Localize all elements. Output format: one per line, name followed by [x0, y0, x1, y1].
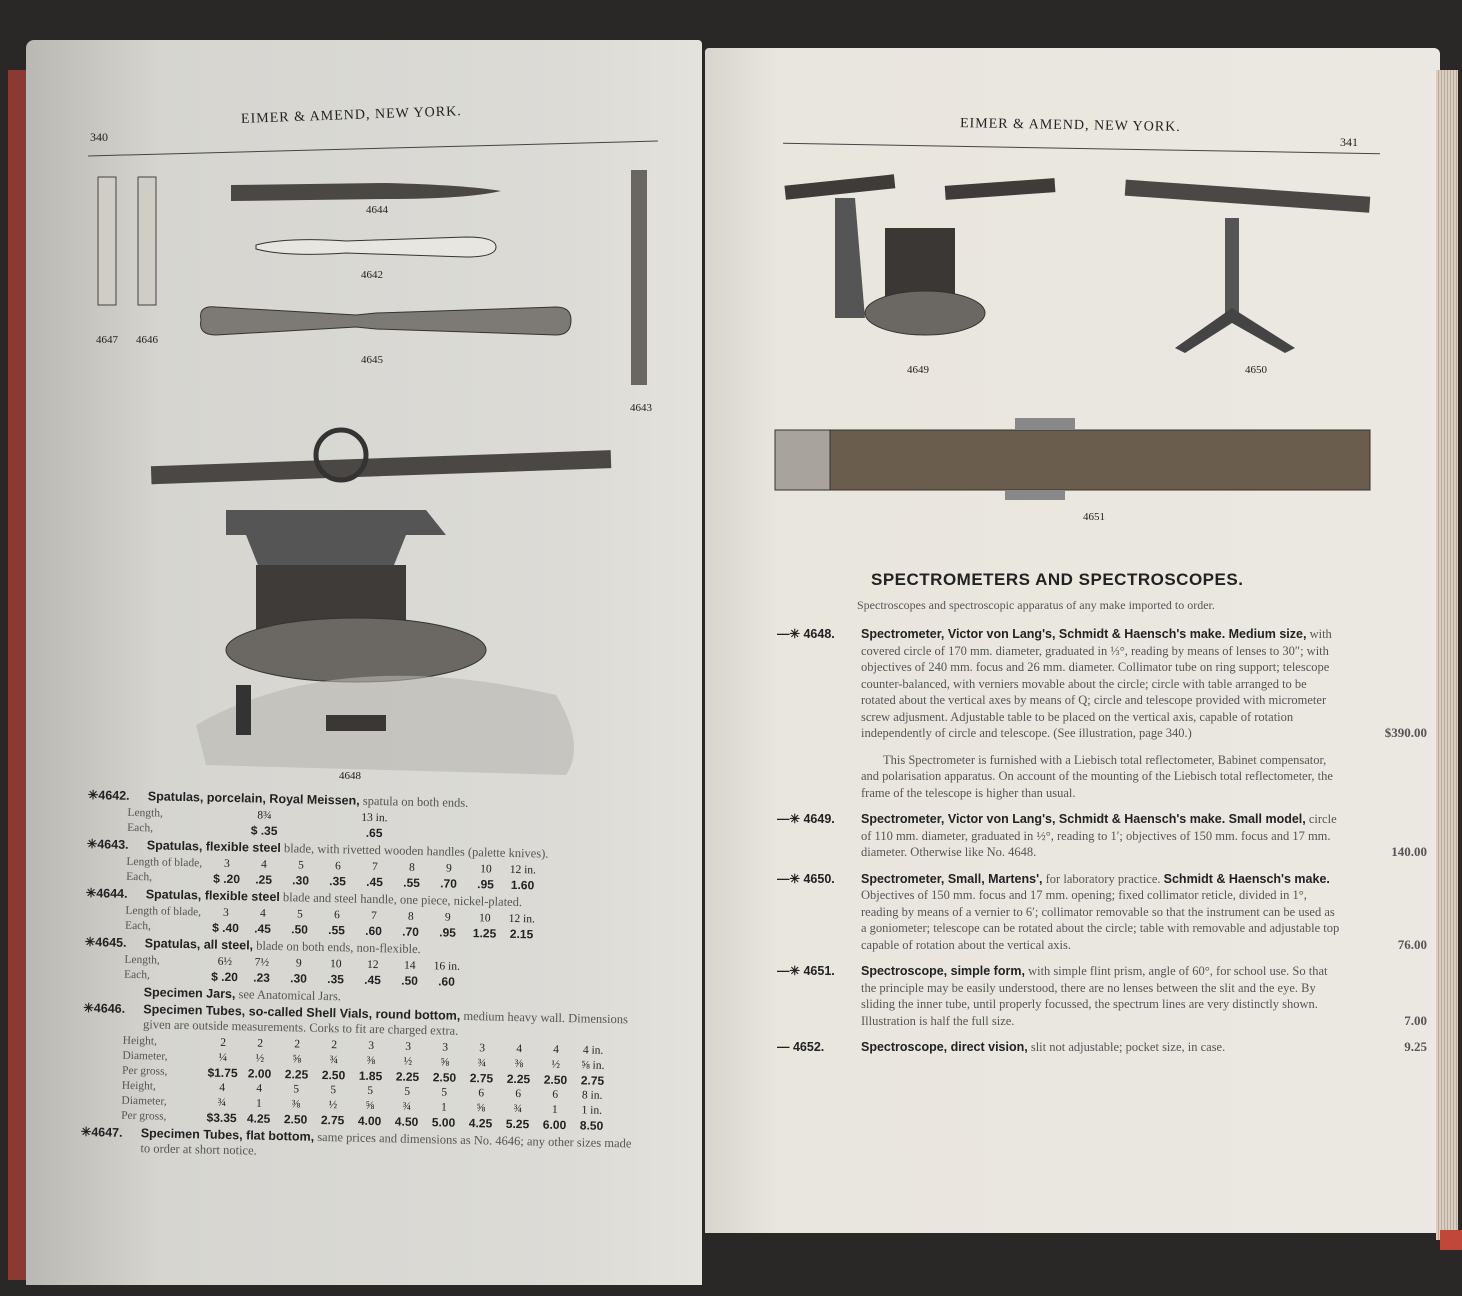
- item-number: [81, 1125, 123, 1141]
- item-number: [85, 935, 127, 951]
- item-price: 140.00: [1391, 844, 1427, 859]
- table-cell: .60: [438, 974, 456, 989]
- row-label: Length of blade,: [125, 904, 202, 919]
- asterisk-mark: ✳: [80, 1124, 92, 1140]
- item-title: Spectrometer, Victor von Lang's, Schmidt & Haensch's make. Small model,: [861, 812, 1306, 826]
- table-cell: 2.50: [543, 1072, 568, 1088]
- table-cell: ⅝ in.: [581, 1059, 605, 1072]
- item-number-text: 4642.: [98, 788, 130, 803]
- table-cell: 10: [480, 863, 492, 876]
- item-title: Specimen Jars,: [143, 985, 236, 1002]
- item-number-text: 4646.: [93, 1001, 126, 1016]
- table-cell: .70: [402, 924, 420, 939]
- table-cell: 6.00: [542, 1117, 567, 1133]
- row-label: Per gross,: [121, 1109, 167, 1123]
- catalog-entry: [777, 811, 1437, 861]
- item-description: slit not adjustable; pocket size, in case.: [1030, 1040, 1226, 1054]
- item-number-text: 4648.: [803, 627, 835, 641]
- figure-label: 4642: [361, 269, 383, 281]
- item-description: medium heavy wall. Dimensions given are outside measurements. Corks to fit are charged extra.: [142, 1008, 629, 1038]
- table-cell: 6: [515, 1088, 522, 1101]
- table-cell: 5: [404, 1085, 411, 1098]
- table-cell: .60: [365, 923, 383, 939]
- table-cell: .50: [401, 973, 419, 988]
- table-cell: 2.75: [469, 1071, 494, 1086]
- table-cell: ½: [403, 1055, 413, 1068]
- section-intro: Spectroscopes and spectroscopic apparatus of any make imported to order.: [857, 598, 1215, 612]
- item-title: Spectrometer, Small, Martens',: [861, 871, 1043, 886]
- item-number: [86, 886, 128, 902]
- item-body: [861, 963, 1342, 1029]
- asterisk-mark: ✳: [86, 836, 98, 852]
- table-cell: .65: [365, 825, 383, 841]
- left-page-text: [80, 788, 648, 1169]
- running-header: EIMER & AMEND, NEW YORK.: [959, 116, 1181, 135]
- item-title: Spectroscope, simple form,: [861, 964, 1025, 978]
- table-cell: 4: [260, 858, 267, 871]
- left-page: [26, 40, 702, 1285]
- item-main: [861, 626, 1427, 742]
- asterisk-mark: ✳: [83, 1000, 95, 1016]
- table-cell: ½: [328, 1099, 338, 1112]
- figure-label: 4643: [630, 402, 652, 414]
- item-title: Spatulas, all steel,: [144, 936, 254, 953]
- item-body: [861, 871, 1342, 954]
- item-number-text: 4652.: [792, 1040, 825, 1054]
- table-cell: ¾: [477, 1057, 487, 1070]
- item-number-text: 4647.: [91, 1125, 123, 1140]
- item-description: spatula on both ends.: [362, 793, 469, 810]
- table-cell: .23: [253, 970, 271, 985]
- table-cell: 4: [553, 1043, 560, 1056]
- table-cell: ¾: [329, 1054, 339, 1067]
- table-cell: ⅝: [440, 1056, 450, 1069]
- item-description: with covered circle of 170 mm. diameter, graduated in ⅓°, reading by means of lenses to 30″; with objectives of 240 mm. focus and 26 mm. diameter. Collimator tube on ring support; telescope counter-balanced, with verniers movable about the circle; circle with table arranged to be rotated about the vertical axes by means of Q; circle and telescope provided with micrometer screw adjusment. Adjustable table to be placed on the vertical axis, capable of rotation independently of circle and telescope. (See illustration, page 340.): [861, 627, 1332, 740]
- table-cell: 9: [445, 862, 452, 875]
- row-label: Each,: [126, 870, 153, 884]
- table-cell: 13 in.: [361, 811, 388, 825]
- table-cell: 4.00: [357, 1113, 382, 1129]
- table-cell: 6: [478, 1087, 485, 1100]
- item-price: $390.00: [1384, 725, 1427, 740]
- table-cell: 2: [294, 1038, 301, 1051]
- row-label: Length of blade,: [126, 855, 203, 870]
- item-description: circle of 110 mm. diameter, graduated in ½°, reading to 1′; objectives of 150 mm. focus and 17 mm. diameter. Otherwise like No. 4648.: [861, 812, 1337, 859]
- table-cell: .30: [290, 971, 308, 986]
- figure-label: 4646: [136, 334, 158, 346]
- figure-label: 4645: [361, 354, 383, 366]
- catalog-entry: [777, 1039, 1437, 1056]
- figure-label: 4649: [907, 364, 929, 376]
- vial-4646: [138, 177, 156, 305]
- table-cell: 4: [219, 1081, 226, 1094]
- table-cell: 12 in.: [509, 863, 537, 877]
- palette-knife-4643: [631, 170, 647, 385]
- row-label: Each,: [124, 919, 152, 933]
- item-title: Spatulas, flexible steel: [145, 887, 280, 905]
- table-cell: ½: [255, 1052, 265, 1065]
- table-cell: 9: [295, 957, 302, 970]
- table-cell: $ .40: [212, 920, 240, 936]
- table-cell: 3: [223, 857, 230, 870]
- table-cell: 3: [368, 1039, 375, 1053]
- page-number: 341: [1340, 135, 1358, 149]
- dash-asterisk-mark: —: [777, 1040, 790, 1054]
- table-cell: ⅜: [366, 1054, 376, 1068]
- item-number-text: 4650.: [803, 871, 835, 886]
- spatula-4645: [201, 307, 571, 335]
- table-cell: 2.75: [580, 1073, 605, 1088]
- table-cell: 8 in.: [581, 1089, 603, 1102]
- table-cell: .95: [477, 877, 495, 892]
- table-cell: 10: [329, 958, 342, 971]
- table-cell: ¼: [218, 1051, 228, 1064]
- item-price: 7.00: [1404, 1012, 1427, 1028]
- table-cell: 4.25: [246, 1111, 271, 1126]
- table-cell: 5.00: [431, 1115, 456, 1130]
- item-description: blade and steel handle, one piece, nickel-plated.: [282, 890, 523, 910]
- table-cell: 1 in.: [581, 1104, 603, 1117]
- row-label: Each,: [123, 968, 151, 982]
- asterisk-mark: ✳: [87, 788, 99, 803]
- item-number: [777, 811, 835, 828]
- table-cell: .45: [364, 972, 382, 988]
- dash-asterisk-mark: —✳: [777, 627, 800, 641]
- table-cell: 3: [479, 1042, 486, 1055]
- table-cell: 5: [330, 1084, 337, 1097]
- table-cell: 2.50: [432, 1070, 457, 1085]
- spectrometer-4650-illustration: [1125, 180, 1371, 353]
- item-body: [861, 626, 1342, 742]
- catalog-entry: [777, 963, 1437, 1029]
- table-cell: 2.00: [247, 1066, 272, 1081]
- item-number-text: 4645.: [95, 935, 127, 950]
- table-cell: 2: [220, 1036, 227, 1049]
- table-cell: 2: [331, 1039, 338, 1052]
- item-price: 9.25: [1404, 1039, 1427, 1054]
- spectrometer-4648-illustration: [151, 430, 611, 775]
- table-cell: 4: [256, 1082, 263, 1095]
- table-cell: 7½: [254, 956, 270, 969]
- table-cell: 3: [442, 1041, 449, 1054]
- table-cell: $ .20: [211, 969, 239, 985]
- spectrometer-4649-illustration: [784, 174, 1055, 335]
- right-page: [705, 48, 1440, 1233]
- table-cell: 1.25: [472, 926, 497, 941]
- item-description: see Anatomical Jars.: [238, 987, 342, 1004]
- running-header: EIMER & AMEND, NEW YORK.: [240, 104, 462, 127]
- table-cell: .35: [327, 972, 345, 987]
- dash-asterisk-mark: —✳: [777, 964, 800, 978]
- table-cell: 3: [222, 906, 229, 919]
- table-cell: 5: [367, 1084, 374, 1098]
- table-cell: .30: [292, 873, 310, 888]
- item-title: Spatulas, porcelain, Royal Meissen,: [147, 789, 360, 808]
- table-cell: .70: [440, 876, 458, 891]
- table-cell: ⅜: [291, 1098, 301, 1111]
- row-label: Height,: [121, 1079, 157, 1093]
- table-cell: 1: [551, 1103, 558, 1116]
- item-description: for laboratory practice.: [1045, 871, 1161, 886]
- table-cell: 12 in.: [508, 912, 536, 926]
- table-cell: 9: [444, 911, 451, 924]
- page-edges: [1436, 70, 1458, 1240]
- table-cell: 4.50: [394, 1114, 419, 1129]
- figure-label: 4647: [96, 334, 118, 346]
- figure-label: 4644: [366, 204, 388, 216]
- book-cover-left: [8, 70, 26, 1280]
- table-cell: .55: [403, 875, 421, 890]
- table-cell: .95: [439, 925, 457, 940]
- table-cell: 1: [440, 1101, 447, 1114]
- item-title-maker: Schmidt & Haensch's make.: [1163, 871, 1330, 886]
- item-title: Specimen Tubes, so-called Shell Vials, round bottom,: [143, 1002, 461, 1023]
- table-cell: 5: [293, 1083, 300, 1096]
- table-cell: .25: [255, 872, 273, 887]
- table-cell: .50: [291, 922, 309, 937]
- page-number: 340: [90, 130, 108, 144]
- item-number: [777, 1039, 824, 1056]
- item-number-text: 4643.: [97, 837, 129, 852]
- dash-asterisk-mark: —✳: [777, 812, 800, 826]
- item-title: Spectroscope, direct vision,: [861, 1040, 1028, 1054]
- table-cell: 3: [405, 1040, 412, 1053]
- table-cell: .55: [328, 923, 346, 938]
- table-cell: .45: [366, 874, 384, 890]
- table-cell: ⅝: [292, 1053, 302, 1066]
- item-number: [88, 788, 130, 804]
- table-cell: ⅝: [365, 1099, 375, 1113]
- spatula-4642: [256, 237, 496, 257]
- item-body: [861, 1039, 1342, 1056]
- book-cover-right: [1440, 1230, 1462, 1250]
- section-title: SPECTROMETERS AND SPECTROSCOPES.: [871, 570, 1244, 589]
- item-number: [87, 837, 129, 853]
- figure-label: 4650: [1245, 364, 1267, 376]
- catalog-entry: [81, 1001, 643, 1135]
- table-cell: 2.50: [283, 1112, 308, 1127]
- table-cell: ¾: [402, 1100, 412, 1113]
- item-price: 76.00: [1397, 936, 1427, 952]
- table-cell: 1: [255, 1097, 262, 1110]
- table-cell: $3.35: [206, 1110, 237, 1126]
- figure-label: 4651: [1083, 511, 1105, 523]
- table-cell: ⅜: [514, 1057, 524, 1071]
- table-cell: 1.85: [358, 1068, 383, 1084]
- table-cell: 1.60: [510, 877, 535, 893]
- table-cell: 6: [552, 1088, 559, 1101]
- table-cell: 2.15: [509, 926, 534, 942]
- spatula-and-spectrometer-illustrations: [86, 165, 666, 808]
- spectroscope-illustrations: [765, 168, 1385, 518]
- figure-label: 4648: [339, 770, 361, 782]
- catalog-entry: [777, 626, 1437, 801]
- table-cell: .35: [329, 874, 347, 889]
- table-cell: 2.25: [506, 1071, 531, 1087]
- right-page-text: [777, 626, 1437, 1066]
- item-body: [861, 811, 1342, 861]
- item-description: same prices and dimensions as No. 4646; any other sizes made to order at short notice.: [140, 1129, 632, 1158]
- table-cell: .45: [254, 921, 272, 936]
- row-label: Length,: [127, 806, 164, 820]
- header-rule: [783, 143, 1380, 154]
- row-label: Each,: [127, 821, 154, 835]
- table-cell: 16 in.: [433, 960, 461, 973]
- item-number: [777, 963, 835, 980]
- item-number-text: 4649.: [803, 812, 835, 826]
- table-cell: $ .20: [213, 871, 241, 887]
- table-cell: 10: [478, 912, 491, 925]
- item-number: [777, 871, 835, 888]
- item-number: [83, 1001, 125, 1017]
- table-cell: 8.50: [579, 1118, 604, 1133]
- table-cell: 6: [333, 909, 340, 922]
- table-cell: 5.25: [505, 1116, 530, 1132]
- table-cell: 2.25: [284, 1067, 309, 1082]
- vial-4647: [98, 177, 116, 305]
- item-number-text: 4644.: [96, 886, 128, 901]
- item-title: Spectrometer, Victor von Lang's, Schmidt & Haensch's make. Medium size,: [861, 627, 1307, 641]
- table-cell: 8: [407, 910, 414, 923]
- item-title: Spatulas, flexible steel: [146, 838, 282, 856]
- price-table: [121, 1034, 643, 1135]
- asterisk-mark: ✳: [85, 885, 97, 901]
- row-label: Per gross,: [121, 1064, 168, 1078]
- table-cell: 7: [371, 860, 378, 874]
- spectroscope-4651-illustration: [775, 418, 1370, 500]
- table-cell: $ .35: [250, 823, 278, 838]
- dash-asterisk-mark: —✳: [777, 871, 800, 886]
- table-cell: 5: [441, 1086, 448, 1099]
- spatula-4644: [231, 183, 501, 201]
- table-cell: 8¾: [257, 809, 272, 822]
- row-label: Length,: [124, 953, 160, 967]
- table-cell: 2.50: [321, 1067, 346, 1083]
- asterisk-mark: ✳: [84, 934, 96, 950]
- table-cell: 5: [296, 908, 303, 921]
- table-cell: ½: [551, 1058, 561, 1071]
- table-cell: 2.75: [320, 1112, 345, 1128]
- table-cell: 6½: [217, 955, 233, 969]
- table-cell: 4.25: [468, 1116, 493, 1131]
- table-cell: ¾: [217, 1096, 227, 1109]
- item-note: This Spectrometer is furnished with a Liebisch total reflectometer, Babinet compensator, and polarisation apparatus. On account of the mounting of the Liebisch total reflectometer, the frame of the telescope is higher than usual.: [861, 752, 1333, 800]
- row-label: Height,: [122, 1034, 158, 1048]
- item-description: with simple flint prism, angle of 60°, for school use. So that the principle may be easily understood, there are no lenses between the slit and the eye. By sliding the inner tube, until properly focussed, the spectrum lines are very distinctly shown. Illustration is half the full size.: [861, 964, 1328, 1028]
- table-cell: 4: [259, 907, 266, 920]
- table-cell: 4: [516, 1043, 523, 1056]
- table-cell: $1.75: [207, 1065, 238, 1081]
- item-title: Specimen Tubes, flat bottom,: [140, 1126, 315, 1144]
- table-cell: 7: [370, 909, 377, 923]
- table-cell: ⅝: [476, 1102, 486, 1115]
- table-cell: 5: [297, 859, 304, 872]
- row-label: Diameter,: [122, 1049, 168, 1063]
- item-description: blade on both ends, non-flexible.: [256, 938, 421, 957]
- table-cell: 12: [366, 958, 379, 972]
- table-cell: ¾: [513, 1102, 523, 1116]
- table-cell: 4 in.: [582, 1044, 604, 1057]
- table-cell: 6: [334, 860, 341, 873]
- item-description: Objectives of 150 mm. focus and 17 mm. opening; fixed collimator reticle, divided in 1°, reading by means of a vernier to 6′; collimator removable so that the instrument can be used as a goniometer; telescope can be rotated about the circle; table with removable and adjustable top capable of rotation about the vertical axis.: [861, 888, 1340, 952]
- table-cell: 2.25: [395, 1069, 420, 1084]
- row-label: Diameter,: [121, 1094, 167, 1108]
- item-number-text: 4651.: [803, 964, 835, 978]
- item-number: [777, 626, 835, 643]
- table-cell: 2: [257, 1037, 264, 1050]
- item-description: blade, with rivetted wooden handles (palette knives).: [283, 841, 549, 861]
- catalog-entry: [777, 871, 1437, 954]
- table-cell: 8: [408, 861, 415, 874]
- table-cell: 14: [403, 959, 416, 972]
- header-rule: [88, 141, 658, 157]
